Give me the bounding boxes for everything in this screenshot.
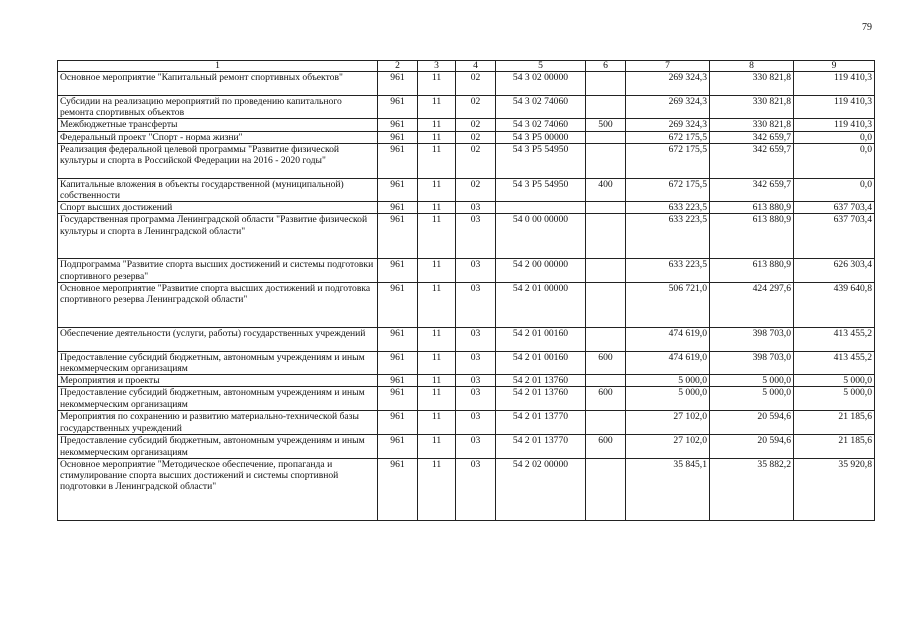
cell-col-9: 0,0 [794,178,875,201]
cell-col-8: 330 821,8 [710,96,794,119]
cell-col-7: 633 223,5 [626,259,710,282]
budget-table [57,60,875,521]
row-name-cell: Обеспечение деятельности (услуги, работы) государственных учреждений [58,327,378,351]
cell-col-3: 11 [418,259,456,282]
row-name-cell: Основное мероприятие "Развитие спорта высших достижений и подготовка спортивного резерва Ленинградской области" [58,282,378,327]
cell-col-9: 5 000,0 [794,387,875,411]
cell-col-9: 637 703,4 [794,214,875,259]
cell-col-3: 11 [418,327,456,351]
cell-col-5: 54 3 02 00000 [496,72,586,96]
cell-col-7: 5 000,0 [626,375,710,387]
cell-col-4: 03 [456,458,496,520]
cell-col-5: 54 2 01 13760 [496,375,586,387]
cell-col-2: 961 [378,202,418,214]
cell-col-7: 633 223,5 [626,214,710,259]
cell-col-7: 269 324,3 [626,119,710,131]
cell-col-6 [586,458,626,520]
cell-col-9: 119 410,3 [794,96,875,119]
cell-col-7: 269 324,3 [626,72,710,96]
cell-col-8: 342 659,7 [710,178,794,201]
cell-col-2: 961 [378,96,418,119]
cell-col-6 [586,214,626,259]
cell-col-4: 03 [456,259,496,282]
cell-col-8: 5 000,0 [710,387,794,411]
header-cell: 9 [794,61,875,72]
cell-col-6 [586,259,626,282]
cell-col-9: 439 640,8 [794,282,875,327]
cell-col-8: 398 703,0 [710,327,794,351]
cell-col-6 [586,327,626,351]
table-row [58,375,875,387]
cell-col-3: 11 [418,178,456,201]
header-cell: 3 [418,61,456,72]
cell-col-5 [496,202,586,214]
cell-col-9: 119 410,3 [794,119,875,131]
cell-col-5: 54 2 01 13760 [496,387,586,411]
cell-col-9: 413 455,2 [794,327,875,351]
cell-col-9: 0,0 [794,131,875,143]
table-row [58,458,875,520]
cell-col-5: 54 2 02 00000 [496,458,586,520]
cell-col-8: 330 821,8 [710,72,794,96]
cell-col-8: 398 703,0 [710,351,794,374]
cell-col-9: 21 185,6 [794,411,875,435]
cell-col-3: 11 [418,435,456,458]
cell-col-4: 03 [456,214,496,259]
cell-col-3: 11 [418,96,456,119]
row-name-cell: Предоставление субсидий бюджетным, автономным учреждениям и иным некоммерческим организациям [58,351,378,374]
cell-col-7: 5 000,0 [626,387,710,411]
row-name-cell: Реализация федеральной целевой программы "Развитие физической культуры и спорта в Российской Федерации на 2016 - 2020 годы" [58,143,378,178]
cell-col-4: 02 [456,131,496,143]
cell-col-2: 961 [378,375,418,387]
table-row [58,202,875,214]
cell-col-4: 03 [456,202,496,214]
cell-col-6: 400 [586,178,626,201]
cell-col-2: 961 [378,119,418,131]
cell-col-7: 35 845,1 [626,458,710,520]
row-name-cell: Мероприятия по сохранению и развитию материально-технической базы государственных учреждений [58,411,378,435]
cell-col-7: 672 175,5 [626,143,710,178]
cell-col-3: 11 [418,119,456,131]
cell-col-5: 54 2 01 00000 [496,282,586,327]
cell-col-7: 506 721,0 [626,282,710,327]
cell-col-9: 0,0 [794,143,875,178]
cell-col-7: 672 175,5 [626,131,710,143]
cell-col-3: 11 [418,375,456,387]
cell-col-5: 54 3 P5 54950 [496,178,586,201]
cell-col-2: 961 [378,214,418,259]
cell-col-7: 474 619,0 [626,327,710,351]
cell-col-2: 961 [378,458,418,520]
header-cell: 1 [58,61,378,72]
cell-col-9: 413 455,2 [794,351,875,374]
cell-col-8: 613 880,9 [710,259,794,282]
cell-col-6 [586,202,626,214]
cell-col-7: 269 324,3 [626,96,710,119]
header-cell: 8 [710,61,794,72]
cell-col-3: 11 [418,143,456,178]
row-name-cell: Предоставление субсидий бюджетным, автономным учреждениям и иным некоммерческим организациям [58,435,378,458]
row-name-cell: Капитальные вложения в объекты государственной (муниципальной) собственности [58,178,378,201]
cell-col-7: 672 175,5 [626,178,710,201]
cell-col-9: 626 303,4 [794,259,875,282]
table-row [58,214,875,259]
cell-col-5: 54 2 01 13770 [496,411,586,435]
cell-col-4: 02 [456,96,496,119]
table-row [58,282,875,327]
cell-col-8: 613 880,9 [710,202,794,214]
cell-col-6 [586,96,626,119]
cell-col-3: 11 [418,202,456,214]
cell-col-2: 961 [378,435,418,458]
row-name-cell: Субсидии на реализацию мероприятий по проведению капитального ремонта спортивных объектов [58,96,378,119]
cell-col-9: 637 703,4 [794,202,875,214]
cell-col-5: 54 2 00 00000 [496,259,586,282]
table-row [58,119,875,131]
cell-col-6 [586,375,626,387]
row-name-cell: Спорт высших достижений [58,202,378,214]
cell-col-8: 342 659,7 [710,131,794,143]
row-name-cell: Предоставление субсидий бюджетным, автономным учреждениям и иным некоммерческим организациям [58,387,378,411]
cell-col-2: 961 [378,327,418,351]
cell-col-5: 54 2 01 00160 [496,351,586,374]
cell-col-9: 35 920,8 [794,458,875,520]
cell-col-6 [586,131,626,143]
cell-col-7: 474 619,0 [626,351,710,374]
cell-col-8: 20 594,6 [710,411,794,435]
cell-col-4: 03 [456,411,496,435]
cell-col-7: 27 102,0 [626,435,710,458]
cell-col-8: 342 659,7 [710,143,794,178]
header-cell: 7 [626,61,710,72]
cell-col-8: 330 821,8 [710,119,794,131]
header-row [58,61,875,72]
cell-col-8: 20 594,6 [710,435,794,458]
page-number: 79 [862,22,872,33]
cell-col-5: 54 3 P5 00000 [496,131,586,143]
cell-col-3: 11 [418,214,456,259]
row-name-cell: Мероприятия и проекты [58,375,378,387]
table-row [58,411,875,435]
cell-col-3: 11 [418,411,456,435]
cell-col-4: 02 [456,72,496,96]
table-row [58,351,875,374]
cell-col-2: 961 [378,282,418,327]
cell-col-8: 613 880,9 [710,214,794,259]
cell-col-9: 21 185,6 [794,435,875,458]
cell-col-2: 961 [378,259,418,282]
header-cell: 5 [496,61,586,72]
cell-col-3: 11 [418,351,456,374]
cell-col-4: 02 [456,178,496,201]
cell-col-8: 35 882,2 [710,458,794,520]
cell-col-3: 11 [418,72,456,96]
row-name-cell: Федеральный проект "Спорт - норма жизни" [58,131,378,143]
cell-col-3: 11 [418,387,456,411]
cell-col-8: 424 297,6 [710,282,794,327]
table-row [58,131,875,143]
cell-col-6 [586,72,626,96]
cell-col-4: 03 [456,375,496,387]
table-row [58,259,875,282]
cell-col-2: 961 [378,178,418,201]
cell-col-7: 633 223,5 [626,202,710,214]
cell-col-6: 500 [586,119,626,131]
table-row [58,72,875,96]
cell-col-2: 961 [378,387,418,411]
cell-col-5: 54 0 00 00000 [496,214,586,259]
cell-col-2: 961 [378,411,418,435]
row-name-cell: Основное мероприятие "Методическое обеспечение, пропаганда и стимулирование спорта высших достижений и системы спортивной подготовки в Ленинградской области" [58,458,378,520]
table-row [58,96,875,119]
table-row [58,143,875,178]
row-name-cell: Государственная программа Ленинградской области "Развитие физической культуры и спорта в Ленинградской области" [58,214,378,259]
cell-col-3: 11 [418,458,456,520]
cell-col-2: 961 [378,131,418,143]
cell-col-5: 54 2 01 13770 [496,435,586,458]
cell-col-5: 54 3 02 74060 [496,96,586,119]
row-name-cell: Подпрограмма "Развитие спорта высших достижений и системы подготовки спортивного резерва" [58,259,378,282]
header-cell: 4 [456,61,496,72]
cell-col-5: 54 2 01 00160 [496,327,586,351]
cell-col-2: 961 [378,72,418,96]
cell-col-4: 03 [456,387,496,411]
cell-col-5: 54 3 P5 54950 [496,143,586,178]
cell-col-3: 11 [418,282,456,327]
cell-col-9: 119 410,3 [794,72,875,96]
cell-col-9: 5 000,0 [794,375,875,387]
row-name-cell: Межбюджетные трансферты [58,119,378,131]
cell-col-3: 11 [418,131,456,143]
cell-col-6 [586,143,626,178]
cell-col-6: 600 [586,435,626,458]
cell-col-7: 27 102,0 [626,411,710,435]
cell-col-8: 5 000,0 [710,375,794,387]
cell-col-6: 600 [586,351,626,374]
header-cell: 6 [586,61,626,72]
cell-col-4: 03 [456,282,496,327]
cell-col-4: 03 [456,327,496,351]
cell-col-4: 03 [456,351,496,374]
header-cell: 2 [378,61,418,72]
cell-col-4: 02 [456,119,496,131]
cell-col-6 [586,411,626,435]
cell-col-6 [586,282,626,327]
table-row [58,327,875,351]
row-name-cell: Основное мероприятие "Капитальный ремонт спортивных объектов" [58,72,378,96]
table-row [58,178,875,201]
table-row [58,435,875,458]
cell-col-2: 961 [378,143,418,178]
cell-col-4: 02 [456,143,496,178]
cell-col-4: 03 [456,435,496,458]
table-row [58,387,875,411]
cell-col-5: 54 3 02 74060 [496,119,586,131]
cell-col-2: 961 [378,351,418,374]
cell-col-6: 600 [586,387,626,411]
